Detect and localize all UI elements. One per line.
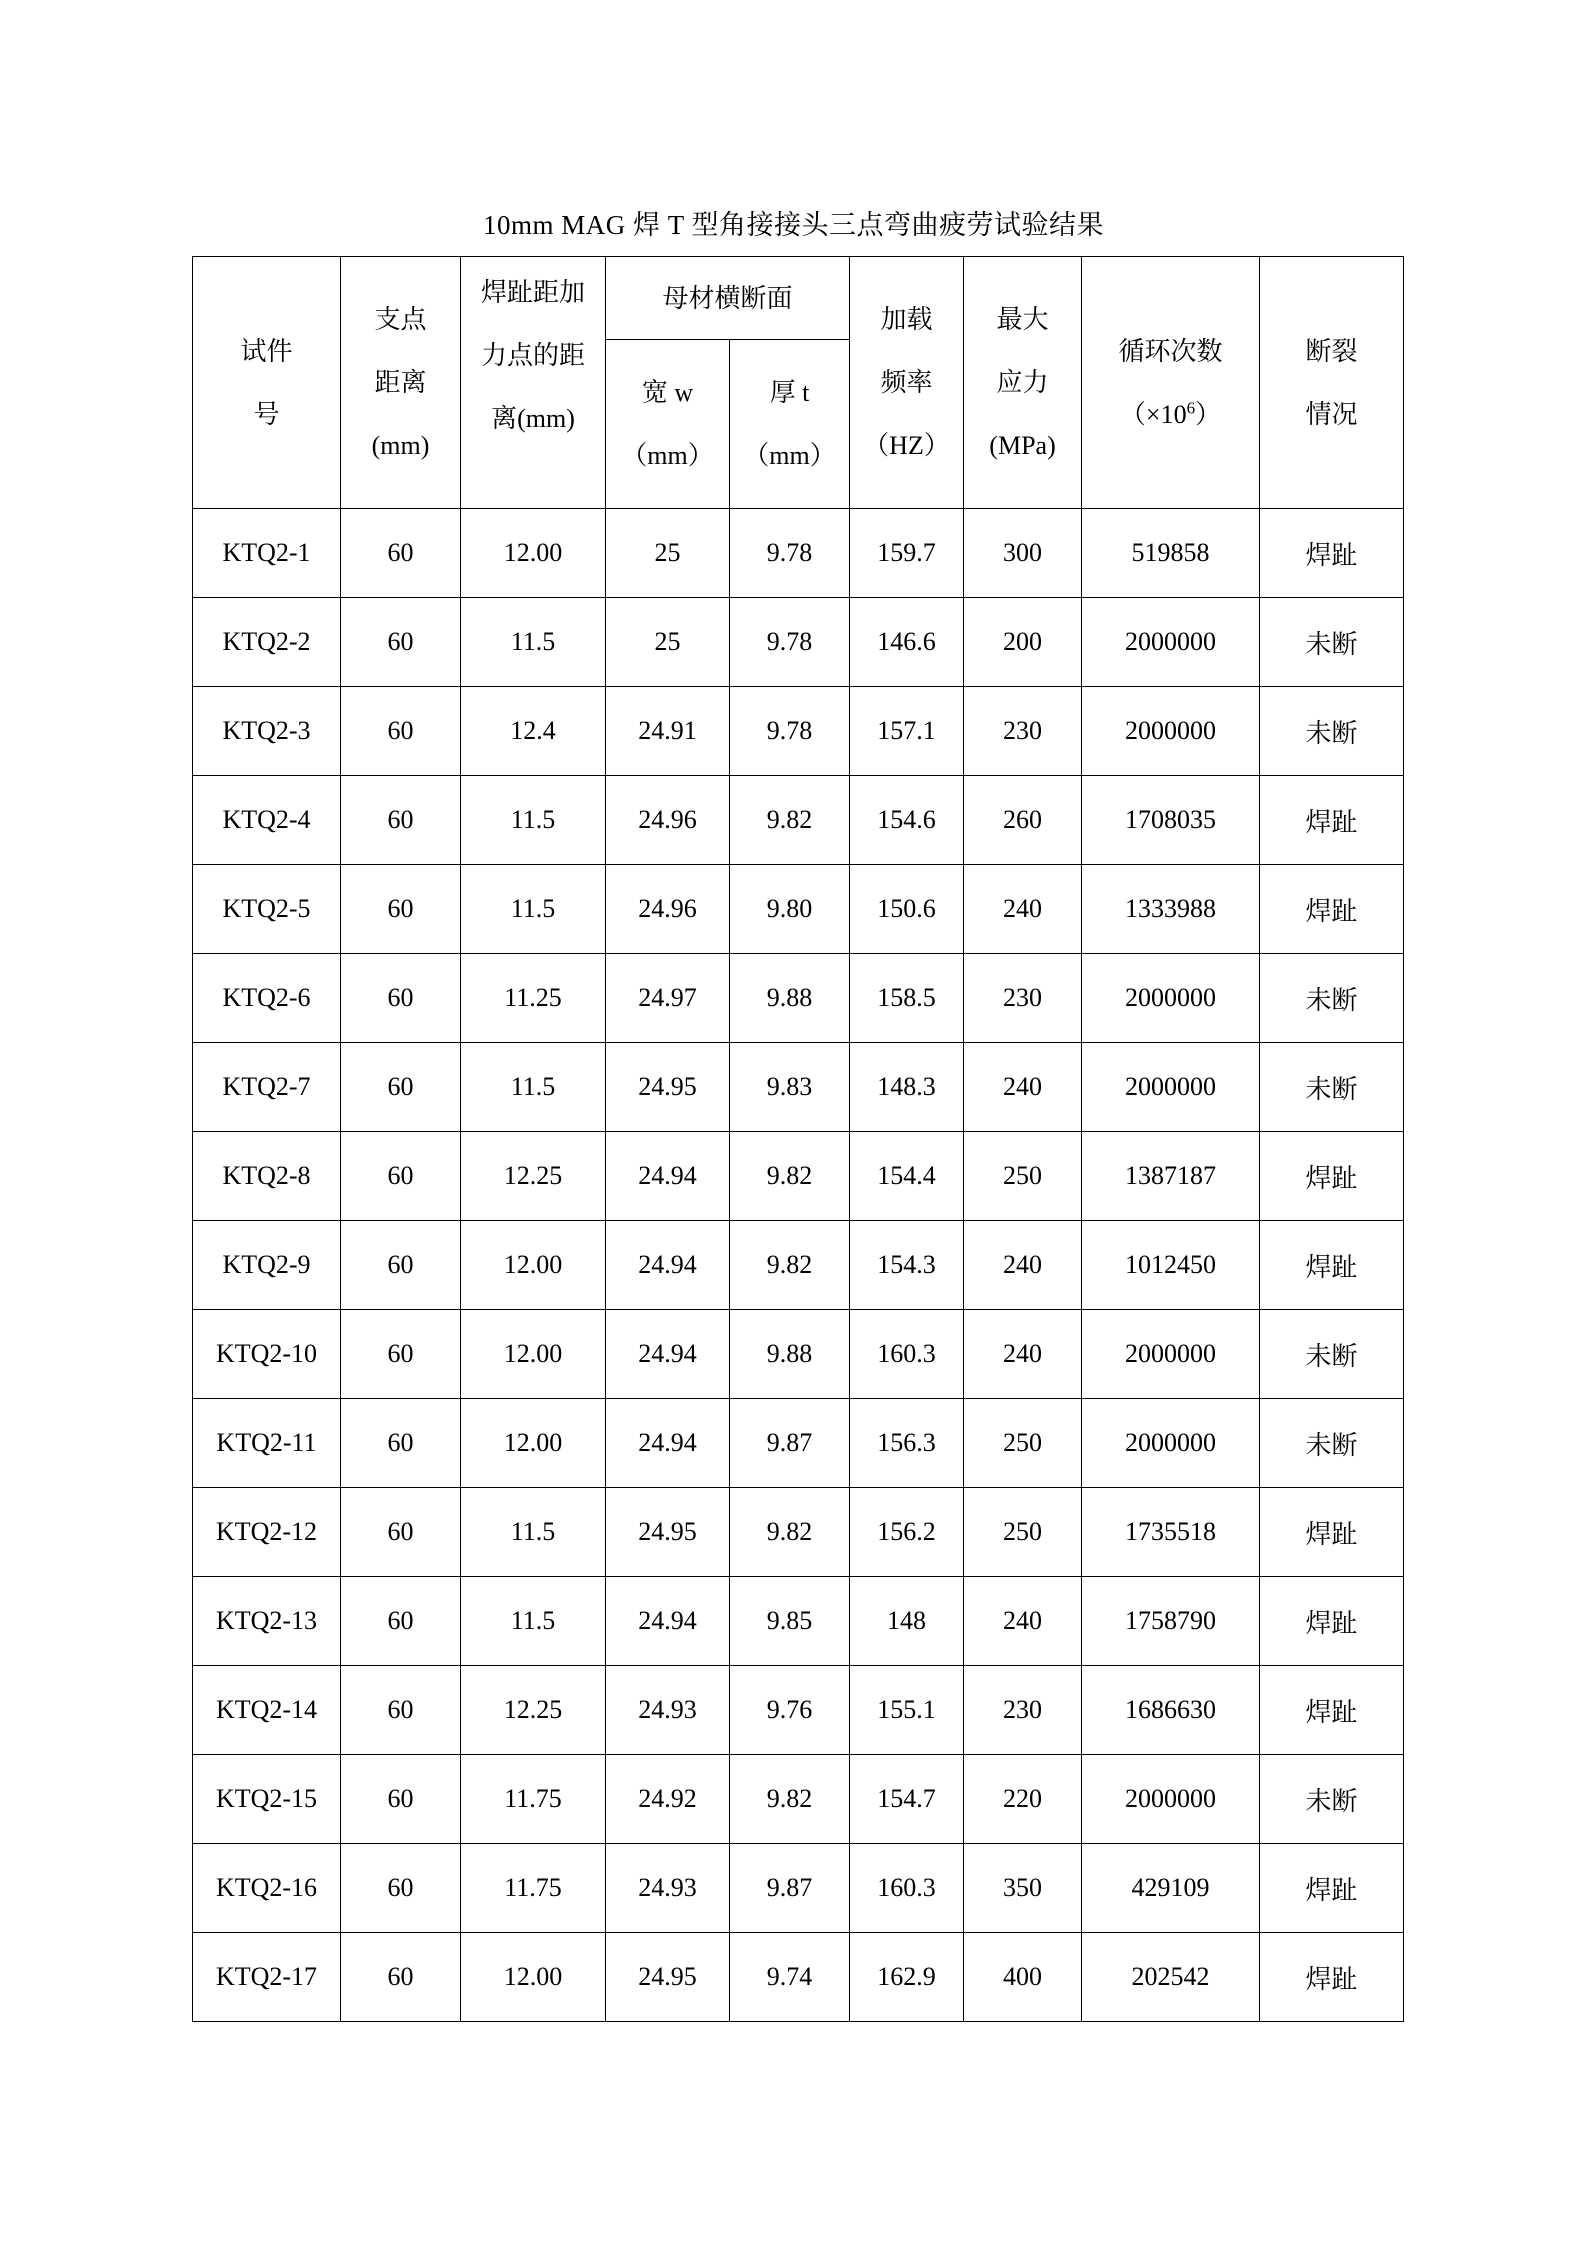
cell-max-stress: 400 [964, 1933, 1082, 2022]
cell-frequency: 159.7 [850, 509, 964, 598]
cell-frequency: 155.1 [850, 1666, 964, 1755]
cell-support-distance: 60 [341, 1132, 461, 1221]
cell-support-distance: 60 [341, 776, 461, 865]
header-fracture [1260, 257, 1404, 509]
cell-thickness: 9.82 [730, 1755, 850, 1844]
cell-thickness: 9.80 [730, 865, 850, 954]
header-thickness-line: 厚 t [769, 378, 810, 407]
cycles-unit-exponent: 6 [1186, 397, 1196, 417]
cell-fracture: 焊趾 [1260, 1132, 1404, 1221]
cell-width: 24.93 [606, 1666, 730, 1755]
cell-max-stress: 200 [964, 598, 1082, 687]
cell-support-distance: 60 [341, 1221, 461, 1310]
cycles-unit-suffix: ） [1195, 399, 1222, 429]
table-title: 10mm MAG 焊 T 型角接接头三点弯曲疲劳试验结果 [482, 210, 1104, 240]
header-cycles-unit [1082, 383, 1259, 446]
header-width [606, 340, 730, 509]
table-row [193, 509, 1404, 598]
table-row [193, 865, 1404, 954]
cell-max-stress: 300 [964, 509, 1082, 598]
cell-cycles: 429109 [1082, 1844, 1260, 1933]
cell-fracture: 未断 [1260, 1310, 1404, 1399]
cell-specimen-id: KTQ2-3 [193, 687, 341, 776]
cell-cycles: 1708035 [1082, 776, 1260, 865]
cell-frequency: 158.5 [850, 954, 964, 1043]
cell-support-distance: 60 [341, 1043, 461, 1132]
cell-cycles: 2000000 [1082, 954, 1260, 1043]
header-support-line: 支点 [374, 305, 427, 334]
header-stress-line: (MPa) [989, 431, 1056, 460]
cell-specimen-id: KTQ2-16 [193, 1844, 341, 1933]
cell-toe-distance: 12.00 [461, 1399, 606, 1488]
cell-fracture: 未断 [1260, 1043, 1404, 1132]
cell-frequency: 154.4 [850, 1132, 964, 1221]
cell-toe-distance: 11.5 [461, 598, 606, 687]
cell-specimen-id: KTQ2-17 [193, 1933, 341, 2022]
cell-frequency: 156.3 [850, 1399, 964, 1488]
cell-fracture: 焊趾 [1260, 1577, 1404, 1666]
cell-toe-distance: 11.75 [461, 1844, 606, 1933]
cell-frequency: 157.1 [850, 687, 964, 776]
cell-specimen-id: KTQ2-10 [193, 1310, 341, 1399]
cell-cycles: 2000000 [1082, 598, 1260, 687]
table-row [193, 1666, 1404, 1755]
cell-width: 24.93 [606, 1844, 730, 1933]
cell-thickness: 9.78 [730, 687, 850, 776]
cell-frequency: 150.6 [850, 865, 964, 954]
header-toe-line: 离(mm) [491, 404, 575, 433]
cell-width: 24.97 [606, 954, 730, 1043]
table-row [193, 1043, 1404, 1132]
cell-support-distance: 60 [341, 1399, 461, 1488]
cell-fracture: 未断 [1260, 1755, 1404, 1844]
cell-frequency: 160.3 [850, 1844, 964, 1933]
cell-thickness: 9.78 [730, 598, 850, 687]
header-cycles [1082, 257, 1260, 509]
cell-width: 24.96 [606, 776, 730, 865]
cell-thickness: 9.87 [730, 1844, 850, 1933]
cell-specimen-id: KTQ2-6 [193, 954, 341, 1043]
cell-width: 24.94 [606, 1132, 730, 1221]
cell-thickness: 9.82 [730, 1488, 850, 1577]
cell-support-distance: 60 [341, 1666, 461, 1755]
cell-max-stress: 240 [964, 1043, 1082, 1132]
table-row [193, 954, 1404, 1043]
cell-toe-distance: 11.5 [461, 865, 606, 954]
cell-max-stress: 240 [964, 1577, 1082, 1666]
cell-toe-distance: 11.75 [461, 1755, 606, 1844]
table-row [193, 1933, 1404, 2022]
cell-max-stress: 250 [964, 1132, 1082, 1221]
cell-width: 24.92 [606, 1755, 730, 1844]
cell-toe-distance: 11.25 [461, 954, 606, 1043]
cell-fracture: 焊趾 [1260, 865, 1404, 954]
cell-fracture: 焊趾 [1260, 1844, 1404, 1933]
cell-width: 24.95 [606, 1488, 730, 1577]
cell-frequency: 160.3 [850, 1310, 964, 1399]
cell-max-stress: 240 [964, 1221, 1082, 1310]
header-width-line: 宽 w [641, 378, 694, 407]
table-row [193, 1844, 1404, 1933]
cell-toe-distance: 11.5 [461, 1577, 606, 1666]
table-row [193, 1310, 1404, 1399]
cell-max-stress: 350 [964, 1844, 1082, 1933]
table-row [193, 1577, 1404, 1666]
header-frequency-line: （HZ） [863, 431, 950, 460]
table-row [193, 1488, 1404, 1577]
cell-thickness: 9.85 [730, 1577, 850, 1666]
fatigue-results-table [192, 256, 1404, 2022]
cell-support-distance: 60 [341, 509, 461, 598]
cell-specimen-id: KTQ2-4 [193, 776, 341, 865]
table-row [193, 1399, 1404, 1488]
cell-specimen-id: KTQ2-5 [193, 865, 341, 954]
cell-support-distance: 60 [341, 1310, 461, 1399]
cell-cycles: 1686630 [1082, 1666, 1260, 1755]
cell-frequency: 154.7 [850, 1755, 964, 1844]
header-toe-distance [461, 257, 606, 509]
cell-frequency: 154.6 [850, 776, 964, 865]
cell-specimen-id: KTQ2-1 [193, 509, 341, 598]
header-toe-line: 力点的距 [480, 341, 585, 370]
header-thickness-line: （mm） [743, 441, 836, 470]
table-row [193, 687, 1404, 776]
cell-thickness: 9.82 [730, 1132, 850, 1221]
cell-support-distance: 60 [341, 954, 461, 1043]
header-specimen-line: 号 [253, 399, 280, 429]
cell-fracture: 焊趾 [1260, 776, 1404, 865]
table-body [193, 509, 1404, 2022]
cell-support-distance: 60 [341, 865, 461, 954]
cell-toe-distance: 12.4 [461, 687, 606, 776]
header-specimen [193, 257, 341, 509]
cell-fracture: 焊趾 [1260, 1488, 1404, 1577]
cell-cycles: 2000000 [1082, 1310, 1260, 1399]
cell-fracture: 未断 [1260, 687, 1404, 776]
cell-cycles: 519858 [1082, 509, 1260, 598]
header-frequency-line: 频率 [880, 368, 933, 397]
cell-thickness: 9.82 [730, 1221, 850, 1310]
cell-support-distance: 60 [341, 598, 461, 687]
cell-toe-distance: 12.00 [461, 509, 606, 598]
cell-cycles: 1387187 [1082, 1132, 1260, 1221]
cell-max-stress: 240 [964, 865, 1082, 954]
cell-frequency: 156.2 [850, 1488, 964, 1577]
cell-specimen-id: KTQ2-14 [193, 1666, 341, 1755]
cell-frequency: 148 [850, 1577, 964, 1666]
cell-cycles: 2000000 [1082, 1755, 1260, 1844]
cell-cycles: 1758790 [1082, 1577, 1260, 1666]
header-fracture-line: 断裂 [1305, 336, 1358, 366]
cell-thickness: 9.76 [730, 1666, 850, 1755]
cell-specimen-id: KTQ2-2 [193, 598, 341, 687]
cell-frequency: 146.6 [850, 598, 964, 687]
cell-width: 24.95 [606, 1043, 730, 1132]
cell-support-distance: 60 [341, 1755, 461, 1844]
cell-thickness: 9.87 [730, 1399, 850, 1488]
cell-cycles: 1012450 [1082, 1221, 1260, 1310]
cell-width: 24.91 [606, 687, 730, 776]
cell-toe-distance: 11.5 [461, 1043, 606, 1132]
cell-cycles: 2000000 [1082, 1399, 1260, 1488]
header-fracture-line: 情况 [1305, 399, 1358, 429]
cell-max-stress: 240 [964, 1310, 1082, 1399]
header-toe-line: 焊趾距加 [480, 278, 585, 307]
cell-width: 24.94 [606, 1399, 730, 1488]
cell-specimen-id: KTQ2-11 [193, 1399, 341, 1488]
header-frequency-line: 加载 [880, 305, 933, 334]
cell-toe-distance: 12.00 [461, 1933, 606, 2022]
cell-support-distance: 60 [341, 1844, 461, 1933]
table-row [193, 1755, 1404, 1844]
table-row [193, 776, 1404, 865]
cell-support-distance: 60 [341, 1577, 461, 1666]
cell-specimen-id: KTQ2-7 [193, 1043, 341, 1132]
cell-thickness: 9.74 [730, 1933, 850, 2022]
cell-width: 24.96 [606, 865, 730, 954]
cell-max-stress: 230 [964, 954, 1082, 1043]
cell-cycles: 1333988 [1082, 865, 1260, 954]
cell-width: 24.94 [606, 1221, 730, 1310]
cell-max-stress: 220 [964, 1755, 1082, 1844]
cell-thickness: 9.88 [730, 954, 850, 1043]
cell-frequency: 154.3 [850, 1221, 964, 1310]
cell-specimen-id: KTQ2-12 [193, 1488, 341, 1577]
cell-support-distance: 60 [341, 1933, 461, 2022]
table-row [193, 1132, 1404, 1221]
header-specimen-line: 试件 [240, 336, 293, 366]
cell-thickness: 9.83 [730, 1043, 850, 1132]
cell-thickness: 9.88 [730, 1310, 850, 1399]
cell-width: 25 [606, 509, 730, 598]
header-stress-line: 最大 [996, 305, 1049, 334]
cell-toe-distance: 12.25 [461, 1132, 606, 1221]
cell-cycles: 2000000 [1082, 687, 1260, 776]
cell-fracture: 焊趾 [1260, 1933, 1404, 2022]
table-row [193, 598, 1404, 687]
cell-specimen-id: KTQ2-9 [193, 1221, 341, 1310]
cell-fracture: 焊趾 [1260, 1221, 1404, 1310]
cell-specimen-id: KTQ2-8 [193, 1132, 341, 1221]
cell-fracture: 未断 [1260, 954, 1404, 1043]
cell-frequency: 162.9 [850, 1933, 964, 2022]
cell-fracture: 未断 [1260, 598, 1404, 687]
header-support-line: (mm) [371, 431, 430, 460]
cell-max-stress: 230 [964, 687, 1082, 776]
cell-toe-distance: 11.5 [461, 776, 606, 865]
cell-max-stress: 250 [964, 1488, 1082, 1577]
cell-specimen-id: KTQ2-15 [193, 1755, 341, 1844]
cell-toe-distance: 12.00 [461, 1221, 606, 1310]
cell-width: 25 [606, 598, 730, 687]
cell-support-distance: 60 [341, 1488, 461, 1577]
cell-thickness: 9.78 [730, 509, 850, 598]
cell-max-stress: 260 [964, 776, 1082, 865]
cell-thickness: 9.82 [730, 776, 850, 865]
header-stress-line: 应力 [996, 368, 1049, 397]
cell-support-distance: 60 [341, 687, 461, 776]
cell-specimen-id: KTQ2-13 [193, 1577, 341, 1666]
cell-frequency: 148.3 [850, 1043, 964, 1132]
cell-cycles: 1735518 [1082, 1488, 1260, 1577]
header-support-distance [341, 257, 461, 509]
header-support-line: 距离 [374, 368, 427, 397]
cell-max-stress: 230 [964, 1666, 1082, 1755]
cell-max-stress: 250 [964, 1399, 1082, 1488]
cell-fracture: 焊趾 [1260, 1666, 1404, 1755]
cell-width: 24.94 [606, 1310, 730, 1399]
cell-toe-distance: 12.00 [461, 1310, 606, 1399]
cell-width: 24.94 [606, 1577, 730, 1666]
header-frequency [850, 257, 964, 509]
header-max-stress [964, 257, 1082, 509]
cell-width: 24.95 [606, 1933, 730, 2022]
cell-toe-distance: 11.5 [461, 1488, 606, 1577]
cell-cycles: 2000000 [1082, 1043, 1260, 1132]
cell-toe-distance: 12.25 [461, 1666, 606, 1755]
table-row [193, 1221, 1404, 1310]
cell-fracture: 焊趾 [1260, 509, 1404, 598]
cell-fracture: 未断 [1260, 1399, 1404, 1488]
cell-cycles: 202542 [1082, 1933, 1260, 2022]
header-cross-section: 母材横断面 [606, 257, 850, 340]
header-cycles-label: 循环次数 [1118, 336, 1223, 366]
header-width-line: （mm） [621, 441, 714, 470]
cycles-unit-prefix: （×10 [1119, 399, 1187, 429]
header-thickness [730, 340, 850, 509]
